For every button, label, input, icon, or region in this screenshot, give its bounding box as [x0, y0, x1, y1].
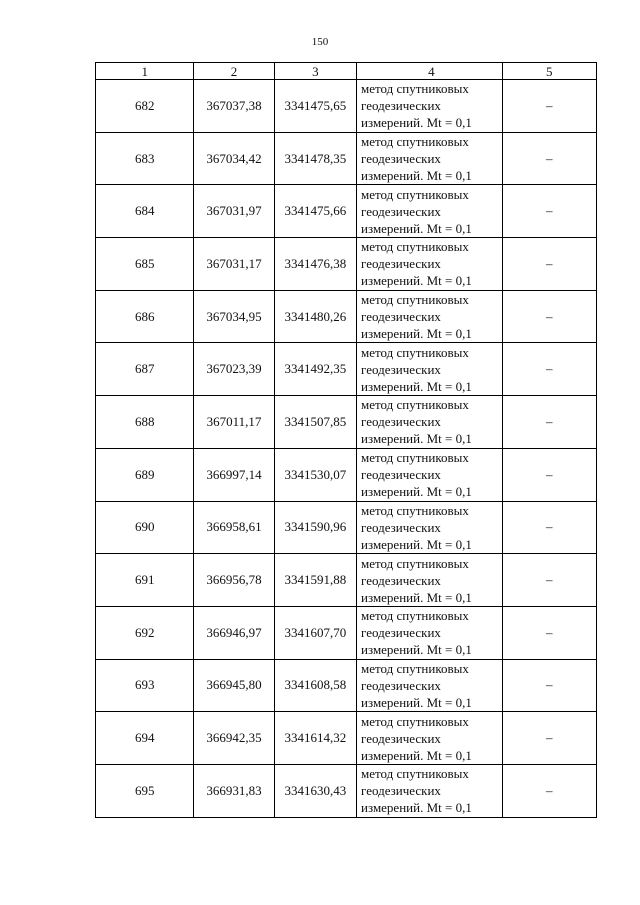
header-cell-3: 3 [274, 63, 356, 80]
method-line-2: геодезических [361, 572, 441, 588]
coordinate-y: 3341590,96 [274, 501, 356, 554]
table-row [96, 659, 597, 712]
method-line-1: метод спутниковых [361, 608, 469, 624]
method-line-2: геодезических [361, 256, 441, 272]
method-description [357, 659, 503, 712]
method-description [357, 606, 503, 659]
coordinate-y: 3341507,85 [274, 396, 356, 449]
point-number: 683 [96, 132, 194, 185]
coordinate-y: 3341608,58 [274, 659, 356, 712]
method-description [357, 396, 503, 449]
table-row [96, 238, 597, 291]
point-number: 682 [96, 80, 194, 133]
coordinate-x: 367031,97 [194, 185, 274, 238]
method-line-2: геодезических [361, 98, 441, 114]
coordinate-y: 3341475,65 [274, 80, 356, 133]
method-description [357, 185, 503, 238]
coordinate-x: 367023,39 [194, 343, 274, 396]
method-line-3: измерений. Mt = 0,1 [361, 220, 472, 236]
method-line-1: метод спутниковых [361, 344, 469, 360]
method-line-3: измерений. Mt = 0,1 [361, 642, 472, 658]
note-cell: – [502, 80, 596, 133]
table-row [96, 343, 597, 396]
coordinate-y: 3341614,32 [274, 712, 356, 765]
point-number: 687 [96, 343, 194, 396]
method-line-2: геодезических [361, 783, 441, 799]
point-number: 686 [96, 290, 194, 343]
method-line-3: измерений. Mt = 0,1 [361, 484, 472, 500]
note-cell: – [502, 132, 596, 185]
method-line-1: метод спутниковых [361, 397, 469, 413]
note-cell: – [502, 501, 596, 554]
method-line-2: геодезических [361, 414, 441, 430]
coordinate-y: 3341478,35 [274, 132, 356, 185]
table-row [96, 132, 597, 185]
table-header-row [96, 63, 597, 80]
method-line-3: измерений. Mt = 0,1 [361, 800, 472, 816]
method-line-3: измерений. Mt = 0,1 [361, 747, 472, 763]
coordinate-x: 367031,17 [194, 238, 274, 291]
method-line-2: геодезических [361, 467, 441, 483]
point-number: 693 [96, 659, 194, 712]
method-line-3: измерений. Mt = 0,1 [361, 168, 472, 184]
table-row [96, 712, 597, 765]
method-description [357, 80, 503, 133]
method-description [357, 132, 503, 185]
method-line-2: геодезических [361, 519, 441, 535]
note-cell: – [502, 554, 596, 607]
method-description [357, 290, 503, 343]
note-cell: – [502, 606, 596, 659]
point-number: 684 [96, 185, 194, 238]
coordinate-y: 3341607,70 [274, 606, 356, 659]
method-line-3: измерений. Mt = 0,1 [361, 536, 472, 552]
method-line-3: измерений. Mt = 0,1 [361, 115, 472, 131]
method-line-1: метод спутниковых [361, 81, 469, 97]
coordinate-x: 367037,38 [194, 80, 274, 133]
method-line-1: метод спутниковых [361, 766, 469, 782]
coordinate-y: 3341630,43 [274, 764, 356, 817]
method-line-1: метод спутниковых [361, 555, 469, 571]
method-line-2: геодезических [361, 203, 441, 219]
header-cell-5: 5 [502, 63, 596, 80]
coordinate-x: 367034,95 [194, 290, 274, 343]
method-line-2: геодезических [361, 625, 441, 641]
note-cell: – [502, 712, 596, 765]
method-description [357, 764, 503, 817]
note-cell: – [502, 659, 596, 712]
note-cell: – [502, 238, 596, 291]
method-line-3: измерений. Mt = 0,1 [361, 326, 472, 342]
table-row [96, 554, 597, 607]
point-number: 689 [96, 448, 194, 501]
method-line-3: измерений. Mt = 0,1 [361, 378, 472, 394]
method-description [357, 712, 503, 765]
table-row [96, 501, 597, 554]
method-line-3: измерений. Mt = 0,1 [361, 431, 472, 447]
table-row [96, 606, 597, 659]
point-number: 690 [96, 501, 194, 554]
page-number: 150 [311, 36, 329, 48]
method-description [357, 501, 503, 554]
method-line-1: метод спутниковых [361, 186, 469, 202]
method-line-2: геодезических [361, 677, 441, 693]
header-cell-4: 4 [357, 63, 503, 80]
method-line-3: измерений. Mt = 0,1 [361, 589, 472, 605]
table-row [96, 80, 597, 133]
method-description [357, 448, 503, 501]
method-line-1: метод спутниковых [361, 713, 469, 729]
point-number: 695 [96, 764, 194, 817]
coordinate-x: 367034,42 [194, 132, 274, 185]
method-line-1: метод спутниковых [361, 660, 469, 676]
coordinate-x: 366945,80 [194, 659, 274, 712]
coordinate-y: 3341475,66 [274, 185, 356, 238]
method-line-3: измерений. Mt = 0,1 [361, 694, 472, 710]
method-description [357, 343, 503, 396]
coordinate-y: 3341492,35 [274, 343, 356, 396]
coordinate-y: 3341476,38 [274, 238, 356, 291]
point-number: 694 [96, 712, 194, 765]
table-row [96, 764, 597, 817]
coordinate-y: 3341480,26 [274, 290, 356, 343]
note-cell: – [502, 343, 596, 396]
point-number: 688 [96, 396, 194, 449]
coordinate-x: 366958,61 [194, 501, 274, 554]
coordinate-y: 3341530,07 [274, 448, 356, 501]
table-row [96, 185, 597, 238]
coordinates-table [95, 62, 597, 818]
coordinate-y: 3341591,88 [274, 554, 356, 607]
coordinate-x: 366942,35 [194, 712, 274, 765]
coordinate-x: 366931,83 [194, 764, 274, 817]
method-description [357, 238, 503, 291]
header-cell-1: 1 [96, 63, 194, 80]
table-row [96, 448, 597, 501]
method-line-1: метод спутниковых [361, 292, 469, 308]
header-cell-2: 2 [194, 63, 274, 80]
method-line-2: геодезических [361, 730, 441, 746]
note-cell: – [502, 764, 596, 817]
method-description [357, 554, 503, 607]
method-line-1: метод спутниковых [361, 450, 469, 466]
note-cell: – [502, 396, 596, 449]
point-number: 691 [96, 554, 194, 607]
coordinate-x: 367011,17 [194, 396, 274, 449]
note-cell: – [502, 290, 596, 343]
method-line-3: измерений. Mt = 0,1 [361, 273, 472, 289]
point-number: 692 [96, 606, 194, 659]
table-row [96, 290, 597, 343]
method-line-1: метод спутниковых [361, 502, 469, 518]
method-line-1: метод спутниковых [361, 134, 469, 150]
note-cell: – [502, 448, 596, 501]
note-cell: – [502, 185, 596, 238]
coordinate-x: 366997,14 [194, 448, 274, 501]
method-line-2: геодезических [361, 361, 441, 377]
method-line-2: геодезических [361, 151, 441, 167]
point-number: 685 [96, 238, 194, 291]
coordinate-x: 366946,97 [194, 606, 274, 659]
coordinate-x: 366956,78 [194, 554, 274, 607]
table-row [96, 396, 597, 449]
method-line-2: геодезических [361, 309, 441, 325]
method-line-1: метод спутниковых [361, 239, 469, 255]
